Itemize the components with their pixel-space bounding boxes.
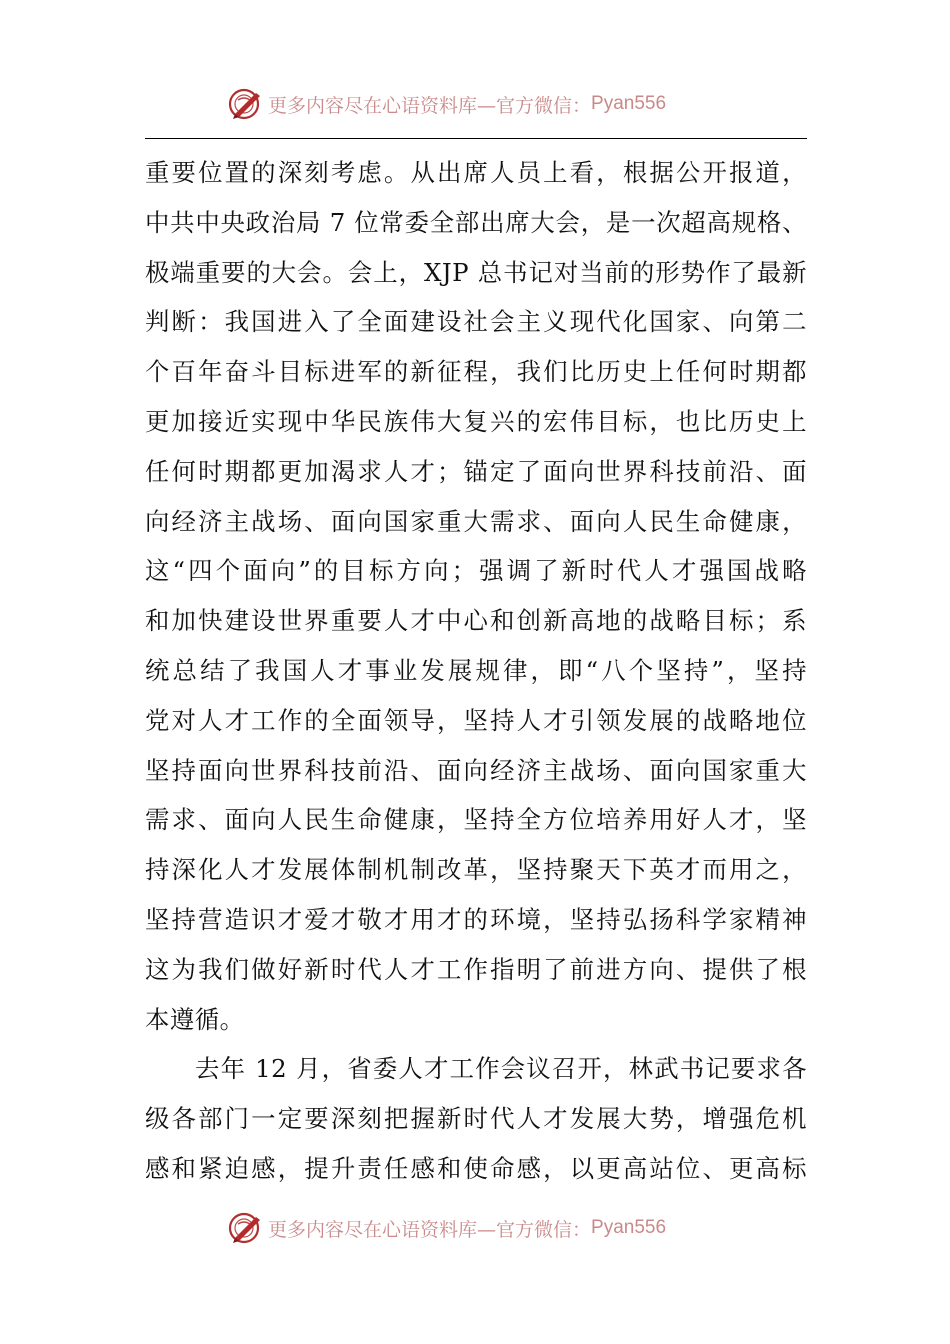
text-line: 任何时期都更加渴求人才；锚定了面向世界科技前沿、面 bbox=[145, 456, 807, 486]
text-line: 这为我们做好新时代人才工作指明了前进方向、提供了根 bbox=[145, 954, 807, 984]
text-line: 和加快建设世界重要人才中心和创新高地的战略目标；系 bbox=[145, 606, 807, 636]
header-watermark bbox=[226, 84, 666, 124]
pen-logo-icon bbox=[226, 84, 266, 124]
text-line: 持深化人才发展体制机制改革，坚持聚天下英才而用之， bbox=[145, 855, 807, 885]
text-line: 中共中央政治局 7 位常委全部出席大会，是一次超高规格、 bbox=[145, 207, 807, 237]
footer-watermark bbox=[226, 1208, 666, 1248]
text-line: 感和紧迫感，提升责任感和使命感，以更高站位、更高标 bbox=[145, 1153, 807, 1183]
paragraph-first-line: 去年 12 月，省委人才工作会议召开，林武书记要求各 bbox=[195, 1054, 807, 1084]
text-line: 向经济主战场、面向国家重大需求、面向人民生命健康， bbox=[145, 506, 807, 536]
watermark-text: 更多内容尽在心语资料库—官方微信： bbox=[268, 94, 592, 117]
body-text bbox=[145, 148, 807, 1194]
text-line: 本遵循。 bbox=[145, 1004, 245, 1034]
text-line: 个百年奋斗目标进军的新征程，我们比历史上任何时期都 bbox=[145, 357, 807, 387]
text-line: 判断：我国进入了全面建设社会主义现代化国家、向第二 bbox=[145, 307, 807, 337]
text-line: 需求、面向人民生命健康，坚持全方位培养用好人才，坚 bbox=[145, 805, 807, 835]
text-line: 更加接近实现中华民族伟大复兴的宏伟目标，也比历史上 bbox=[145, 406, 807, 436]
text-line: 重要位置的深刻考虑。从出席人员上看，根据公开报道， bbox=[145, 158, 807, 187]
text-line: 统总结了我国人才事业发展规律，即“八个坚持”，坚持 bbox=[145, 655, 807, 685]
watermark-wechat-id: Pyan556 bbox=[591, 93, 667, 114]
text-line: 坚持营造识才爱才敬才用才的环境，坚持弘扬科学家精神 bbox=[145, 904, 807, 934]
text-line: 坚持面向世界科技前沿、面向经济主战场、面向国家重大 bbox=[145, 755, 807, 785]
watermark-wechat-id: Pyan556 bbox=[591, 1217, 667, 1238]
header-divider bbox=[145, 138, 807, 139]
text-line: 这“四个面向”的目标方向；强调了新时代人才强国战略 bbox=[145, 556, 807, 586]
watermark-text: 更多内容尽在心语资料库—官方微信： bbox=[268, 1218, 592, 1241]
text-line: 党对人才工作的全面领导，坚持人才引领发展的战略地位 bbox=[145, 705, 807, 735]
text-line: 极端重要的大会。会上，XJP 总书记对当前的形势作了最新 bbox=[145, 257, 807, 287]
pen-logo-icon bbox=[226, 1208, 266, 1248]
text-line: 级各部门一定要深刻把握新时代人才发展大势，增强危机 bbox=[145, 1104, 807, 1134]
